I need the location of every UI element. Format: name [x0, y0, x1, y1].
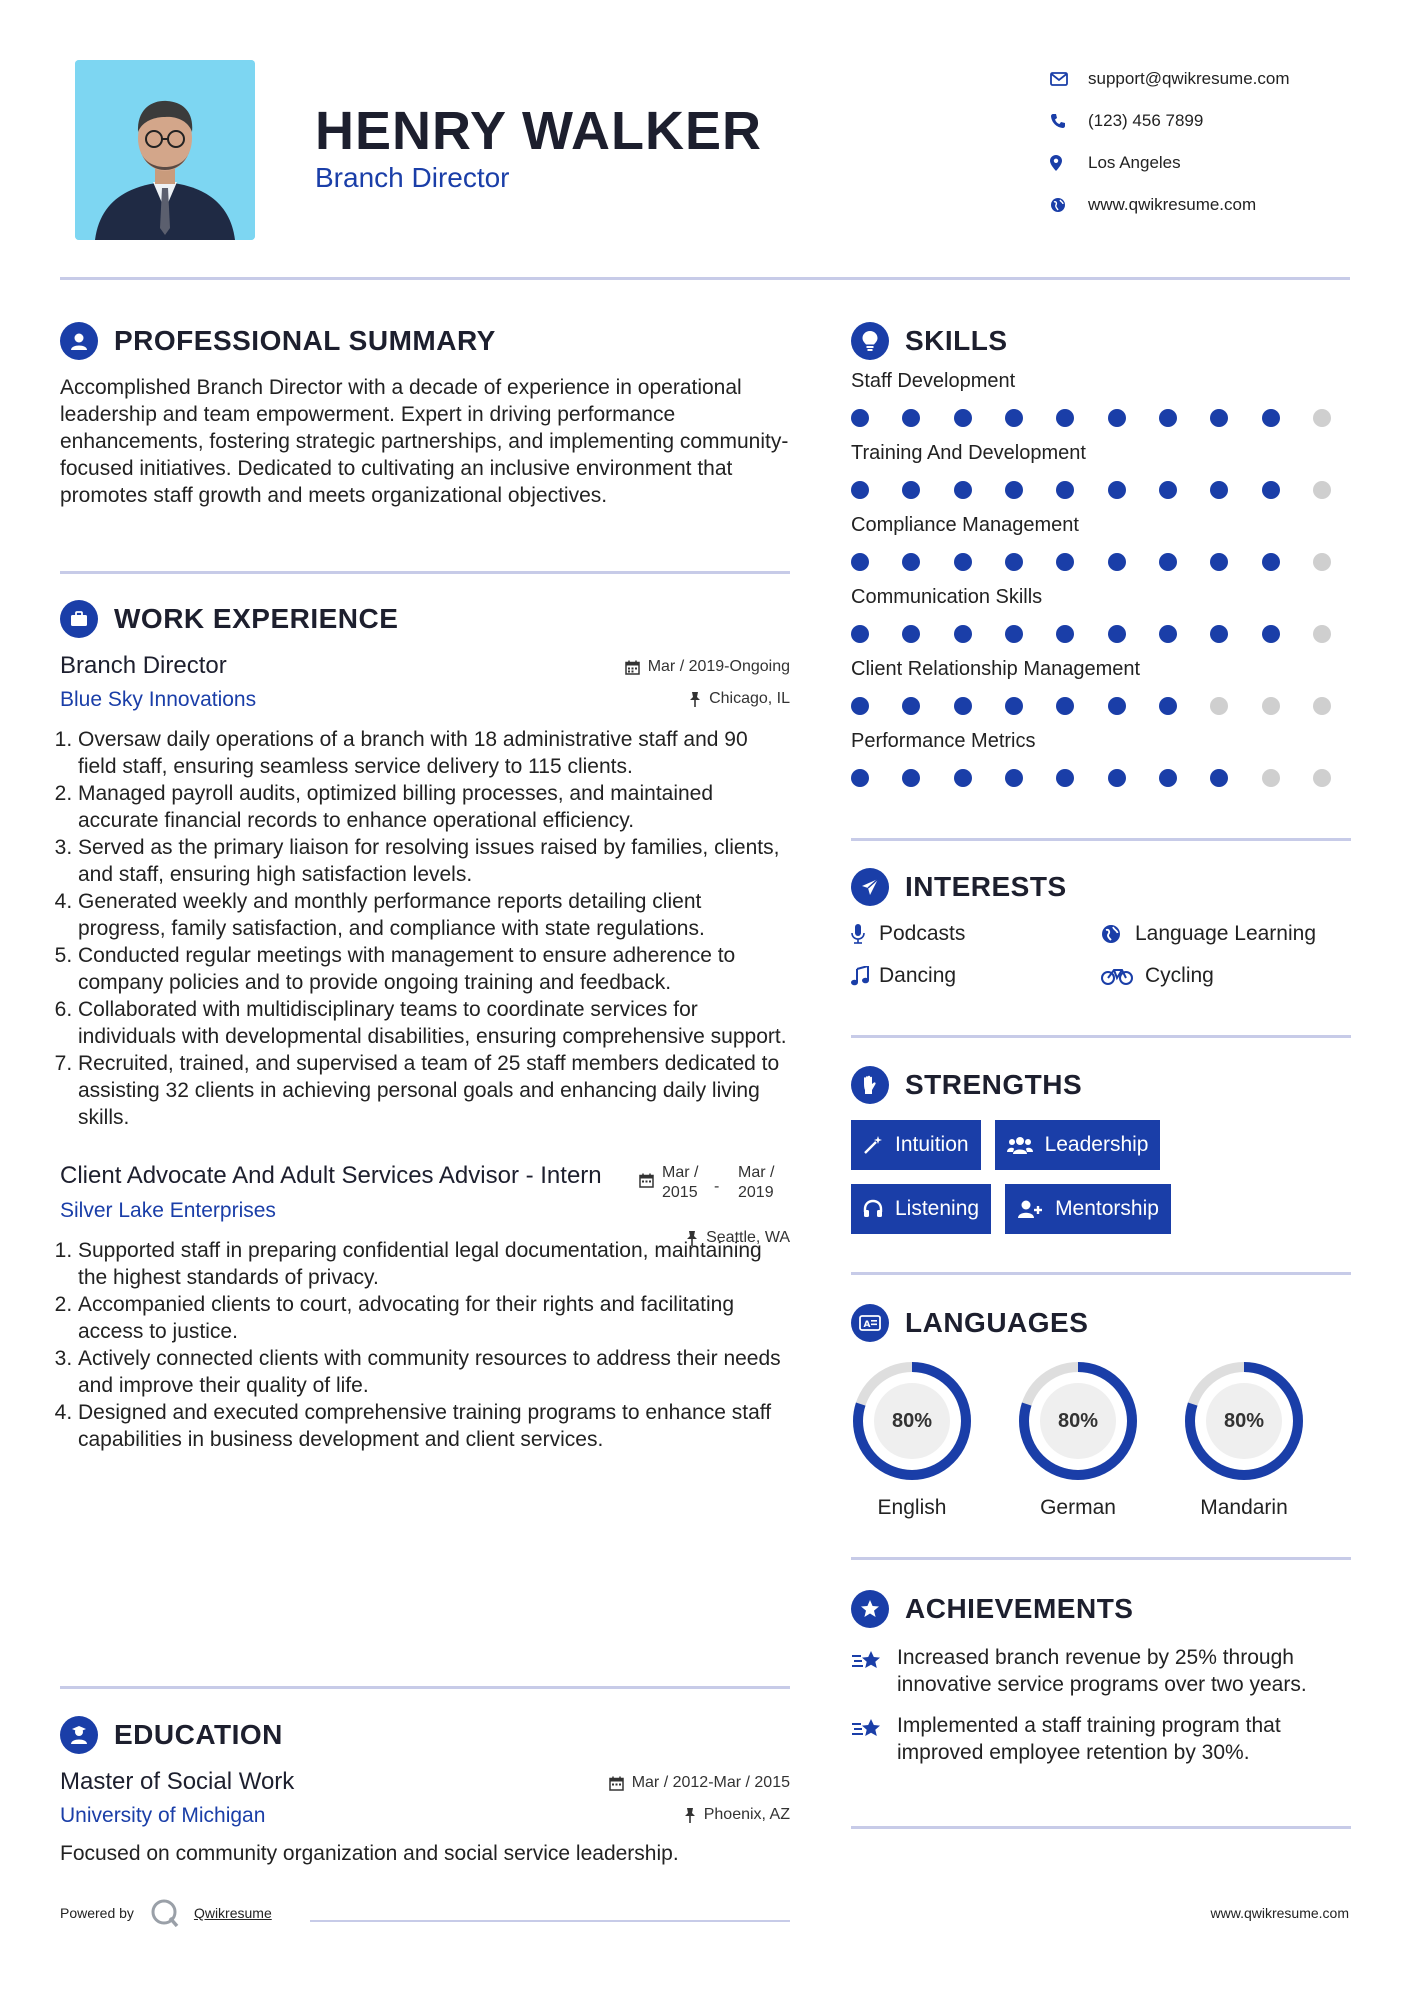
qwikresume-logo-icon [150, 1898, 180, 1928]
language-percent: 80% [891, 1409, 933, 1432]
summary-section [60, 322, 790, 509]
rating-dot-filled [1056, 481, 1074, 499]
rating-dot-filled [851, 769, 869, 787]
calendar-icon [639, 1173, 654, 1188]
interests-heading [851, 868, 1351, 906]
rating-dot-filled [1159, 553, 1177, 571]
rating-dot-filled [851, 481, 869, 499]
rating-dot-filled [1108, 625, 1126, 643]
music-note-icon [851, 966, 879, 986]
bicycle-icon [1101, 967, 1145, 985]
language-name: German [1040, 1496, 1116, 1519]
lightbulb-icon [851, 322, 889, 360]
rating-dot-filled [1108, 481, 1126, 499]
rating-dot-filled [1262, 625, 1280, 643]
rating-dot-empty [1262, 697, 1280, 715]
education-location-text: Phoenix, AZ [703, 1806, 790, 1823]
footer-brand-link[interactable]: Qwikresume [193, 1905, 272, 1921]
rating-dot-filled [1210, 481, 1228, 499]
job-date-start: Mar / 2015 [662, 1164, 699, 1201]
language-ring [1017, 1360, 1139, 1482]
rating-dot-filled [1005, 409, 1023, 427]
duty-item: 4. Designed and executed comprehensive training programs to enhance staff capabilities in business development and client services. [78, 1399, 790, 1453]
rating-dot-filled [954, 409, 972, 427]
rating-dot-filled [1005, 553, 1023, 571]
strength-tag [851, 1184, 991, 1234]
skill-item [851, 658, 1351, 720]
rating-dot-filled [1262, 553, 1280, 571]
contact-location-text: Los Angeles [1088, 153, 1181, 172]
skill-name: Communication Skills [851, 586, 1043, 608]
rating-dot-empty [1313, 625, 1331, 643]
rating-dot-filled [1005, 481, 1023, 499]
rating-dot-filled [902, 769, 920, 787]
interests-list [851, 922, 1351, 988]
language-percent: 80% [1057, 1409, 1099, 1432]
briefcase-icon [60, 600, 98, 638]
headphones-icon [863, 1199, 883, 1219]
rating-dot-filled [1210, 553, 1228, 571]
language-item [851, 1360, 1017, 1520]
education-location [684, 1806, 790, 1824]
shooting-star-icon [851, 1644, 897, 1698]
skill-rating [851, 764, 1331, 792]
duty-item: 1. Supported staff in preparing confidential legal documentation, maintaining the highest standards of privacy. [78, 1237, 790, 1291]
rating-dot-filled [1005, 769, 1023, 787]
star-badge-icon [851, 1590, 889, 1628]
rating-dot-filled [1210, 625, 1228, 643]
rating-dot-filled [902, 625, 920, 643]
rating-dot-filled [1056, 697, 1074, 715]
rating-dot-empty [1313, 769, 1331, 787]
interest-item [851, 964, 1101, 988]
experience-divider [60, 1686, 790, 1689]
interest-label: Dancing [879, 964, 957, 987]
interest-label: Language Learning [1135, 922, 1317, 945]
contact-email[interactable] [1050, 58, 1290, 100]
skill-item [851, 730, 1351, 792]
user-plus-icon [1017, 1199, 1043, 1219]
paper-plane-icon [851, 868, 889, 906]
rating-dot-filled [902, 553, 920, 571]
skill-name: Client Relationship Management [851, 658, 1141, 680]
duty-item: 3. Actively connected clients with community resources to address their needs and improve their quality of life. [78, 1345, 790, 1399]
footer-website[interactable]: www.qwikresume.com [1210, 1905, 1349, 1921]
skill-name: Compliance Management [851, 514, 1079, 536]
skills-section [851, 322, 1351, 792]
rating-dot-filled [1005, 625, 1023, 643]
rating-dot-empty [1313, 697, 1331, 715]
candidate-name: HENRY WALKER [315, 101, 763, 161]
contact-email-text: support@qwikresume.com [1088, 69, 1290, 88]
job-date-end: Mar / 2019 [738, 1164, 775, 1201]
skill-item [851, 370, 1351, 432]
education-dates [609, 1774, 790, 1792]
achievement-item [851, 1644, 1351, 1698]
profile-photo [75, 60, 255, 240]
skills-heading [851, 322, 1351, 360]
education-section [60, 1716, 790, 1867]
pushpin-icon [689, 692, 701, 707]
rating-dot-filled [1005, 697, 1023, 715]
skill-rating [851, 620, 1331, 648]
interest-item [851, 922, 1101, 946]
language-ring [851, 1360, 973, 1482]
interests-title: INTERESTS [905, 871, 1067, 902]
strengths-list [851, 1120, 1271, 1234]
strengths-divider [851, 1272, 1351, 1275]
strengths-section [851, 1066, 1351, 1234]
rating-dot-filled [851, 409, 869, 427]
language-name: Mandarin [1200, 1496, 1288, 1519]
education-entry [60, 1768, 790, 1828]
skill-name: Performance Metrics [851, 730, 1036, 752]
school: University of Michigan [60, 1804, 266, 1827]
rating-dot-filled [1159, 409, 1177, 427]
languages-section [851, 1304, 1351, 1520]
strength-label: Listening [895, 1197, 980, 1220]
globe-icon [1101, 924, 1135, 944]
rating-dot-filled [902, 697, 920, 715]
languages-title: LANGUAGES [905, 1307, 1089, 1338]
experience-heading [60, 600, 790, 638]
strengths-title: STRENGTHS [905, 1069, 1083, 1100]
rating-dot-empty [1262, 769, 1280, 787]
candidate-role: Branch Director [315, 162, 510, 193]
rating-dot-filled [1159, 697, 1177, 715]
job-duties [60, 726, 790, 1131]
phone-icon [1050, 113, 1088, 129]
degree: Master of Social Work [60, 1768, 295, 1795]
job-dates [625, 658, 790, 676]
summary-heading [60, 322, 790, 360]
interests-divider [851, 1035, 1351, 1038]
skill-rating [851, 548, 1331, 576]
duty-item: 6. Collaborated with multidisciplinary teams to coordinate services for individuals with developmental disabilities, ensuring comprehensive support. [78, 996, 790, 1050]
contact-location [1050, 142, 1290, 184]
strength-label: Leadership [1044, 1133, 1149, 1156]
rating-dot-filled [851, 697, 869, 715]
language-item [1183, 1360, 1349, 1520]
job-location [689, 690, 790, 708]
magic-wand-icon [863, 1135, 883, 1155]
rating-dot-filled [954, 697, 972, 715]
interest-item [1101, 922, 1351, 946]
experience-title: WORK EXPERIENCE [114, 603, 399, 634]
rating-dot-filled [1056, 769, 1074, 787]
education-description: Focused on community organization and social service leadership. [60, 1842, 679, 1865]
interest-label: Podcasts [879, 922, 966, 945]
footer-divider [310, 1920, 790, 1922]
rating-dot-filled [1159, 625, 1177, 643]
skill-name: Staff Development [851, 370, 1016, 392]
interest-label: Cycling [1145, 964, 1214, 987]
rating-dot-filled [1159, 481, 1177, 499]
rating-dot-filled [954, 625, 972, 643]
skill-rating [851, 404, 1331, 432]
language-percent: 80% [1223, 1409, 1265, 1432]
job-location-text: Chicago, IL [709, 690, 790, 707]
duty-item: 5. Conducted regular meetings with management to ensure adherence to company policies and to provide ongoing training and feedback. [78, 942, 790, 996]
rating-dot-filled [954, 769, 972, 787]
languages-divider [851, 1557, 1351, 1560]
duty-item: 7. Recruited, trained, and supervised a team of 25 staff members dedicated to assisting 32 clients in achieving personal goals and enhancing daily living skills. [78, 1050, 790, 1131]
rating-dot-filled [1210, 409, 1228, 427]
rating-dot-filled [954, 481, 972, 499]
rating-dot-filled [1159, 769, 1177, 787]
languages-heading [851, 1304, 1351, 1342]
rating-dot-empty [1313, 481, 1331, 499]
pushpin-icon [684, 1808, 696, 1823]
microphone-icon [851, 924, 879, 944]
rating-dot-filled [902, 409, 920, 427]
raised-fist-icon [851, 1066, 889, 1104]
contact-phone-text: (123) 456 7899 [1088, 111, 1204, 130]
rating-dot-empty [1210, 697, 1228, 715]
pushpin-icon [686, 1231, 698, 1246]
interest-item [1101, 964, 1351, 988]
job-dates: Mar / 2015 - Mar / 2019 [639, 1163, 790, 1203]
job-company: Silver Lake Enterprises [60, 1199, 276, 1222]
duty-item: 1. Oversaw daily operations of a branch with 18 administrative staff and 90 field staff, ensuring seamless service delivery to 115 clients. [78, 726, 790, 780]
job-entry [60, 652, 790, 712]
rating-dot-filled [1056, 625, 1074, 643]
graduate-icon [60, 1716, 98, 1754]
rating-dot-filled [1262, 409, 1280, 427]
rating-dot-filled [851, 625, 869, 643]
duty-item: 4. Generated weekly and monthly performance reports detailing client progress, family satisfaction, and compliance with state regulations. [78, 888, 790, 942]
skills-list [851, 370, 1351, 792]
job-location [686, 1229, 790, 1247]
achievement-text: Increased branch revenue by 25% through innovative service programs over two years. [897, 1646, 1307, 1696]
education-heading [60, 1716, 790, 1754]
footer-powered-by [60, 1898, 272, 1928]
job-title: Client Advocate And Adult Services Advisor - Intern [60, 1162, 602, 1189]
strength-tag [851, 1120, 981, 1170]
map-pin-icon [1050, 155, 1088, 171]
skills-divider [851, 838, 1351, 841]
language-ring [1183, 1360, 1305, 1482]
rating-dot-filled [902, 481, 920, 499]
users-icon [1007, 1135, 1033, 1155]
achievement-item [851, 1712, 1351, 1766]
duty-item: 2. Accompanied clients to court, advocating for their rights and facilitating access to justice. [78, 1291, 790, 1345]
languages-list [851, 1360, 1351, 1520]
skill-rating [851, 692, 1331, 720]
contact-list [1050, 58, 1290, 226]
rating-dot-filled [1210, 769, 1228, 787]
rating-dot-filled [1056, 409, 1074, 427]
job-company: Blue Sky Innovations [60, 688, 257, 711]
job-dates-text: Mar / 2019-Ongoing [647, 658, 790, 675]
svg-text:A: A [863, 1320, 871, 1330]
skill-item [851, 514, 1351, 576]
contact-website-text: www.qwikresume.com [1088, 195, 1257, 214]
envelope-icon [1050, 72, 1088, 86]
calendar-icon [625, 660, 640, 675]
strengths-heading [851, 1066, 1351, 1104]
rating-dot-filled [1108, 553, 1126, 571]
rating-dot-filled [1056, 553, 1074, 571]
strength-tag [1005, 1184, 1171, 1234]
strength-label: Intuition [895, 1133, 969, 1156]
interests-section [851, 868, 1351, 988]
language-name: English [877, 1496, 947, 1519]
job-entry [60, 1161, 790, 1246]
shooting-star-icon [851, 1712, 897, 1766]
achievements-section [851, 1590, 1351, 1766]
contact-website[interactable] [1050, 184, 1290, 226]
rating-dot-filled [1108, 769, 1126, 787]
rating-dot-filled [954, 553, 972, 571]
skill-name: Training And Development [851, 442, 1086, 464]
skills-title: SKILLS [905, 325, 1008, 356]
job-title: Branch Director [60, 652, 227, 679]
person-portrait-icon [75, 60, 255, 240]
language-item [1017, 1360, 1183, 1520]
duty-item: 2. Managed payroll audits, optimized billing processes, and maintained accurate financial records to enhance operational efficiency. [78, 780, 790, 834]
achievements-heading [851, 1590, 1351, 1628]
contact-phone[interactable] [1050, 100, 1290, 142]
rating-dot-filled [1108, 409, 1126, 427]
header-divider [60, 277, 1350, 280]
duty-item: 3. Served as the primary liaison for resolving issues raised by families, clients, and staff, ensuring high satisfaction levels. [78, 834, 790, 888]
calendar-icon [609, 1776, 624, 1791]
job-location-text: Seattle, WA [706, 1229, 790, 1246]
skill-rating [851, 476, 1331, 504]
summary-text: Accomplished Branch Director with a decade of experience in operational leadership and team empowerment. Expert in driving performance enhancements, fostering strategic partnerships, and implementing community-focused initiatives. Dedicated to cultivating an inclusive environment that promotes staff growth and meets organizational objectives. [60, 376, 789, 507]
education-title: EDUCATION [114, 1719, 283, 1750]
achievement-text: Implemented a staff training program that improved employee retention by 30%. [897, 1714, 1281, 1764]
strength-tag [995, 1120, 1161, 1170]
skill-item [851, 586, 1351, 648]
rating-dot-empty [1313, 553, 1331, 571]
skill-item [851, 442, 1351, 504]
job-duties [60, 1237, 790, 1453]
achievements-divider [851, 1826, 1351, 1829]
language-card-icon [851, 1304, 889, 1342]
summary-divider [60, 571, 790, 574]
rating-dot-filled [851, 553, 869, 571]
user-icon [60, 322, 98, 360]
strength-label: Mentorship [1055, 1197, 1159, 1220]
rating-dot-filled [1262, 481, 1280, 499]
education-dates-text: Mar / 2012-Mar / 2015 [631, 1774, 790, 1791]
rating-dot-filled [1108, 697, 1126, 715]
rating-dot-empty [1313, 409, 1331, 427]
summary-title: PROFESSIONAL SUMMARY [114, 325, 496, 356]
powered-by-text: Powered by [60, 1905, 134, 1921]
globe-icon [1050, 197, 1088, 213]
experience-section [60, 600, 790, 1453]
achievements-title: ACHIEVEMENTS [905, 1593, 1134, 1624]
